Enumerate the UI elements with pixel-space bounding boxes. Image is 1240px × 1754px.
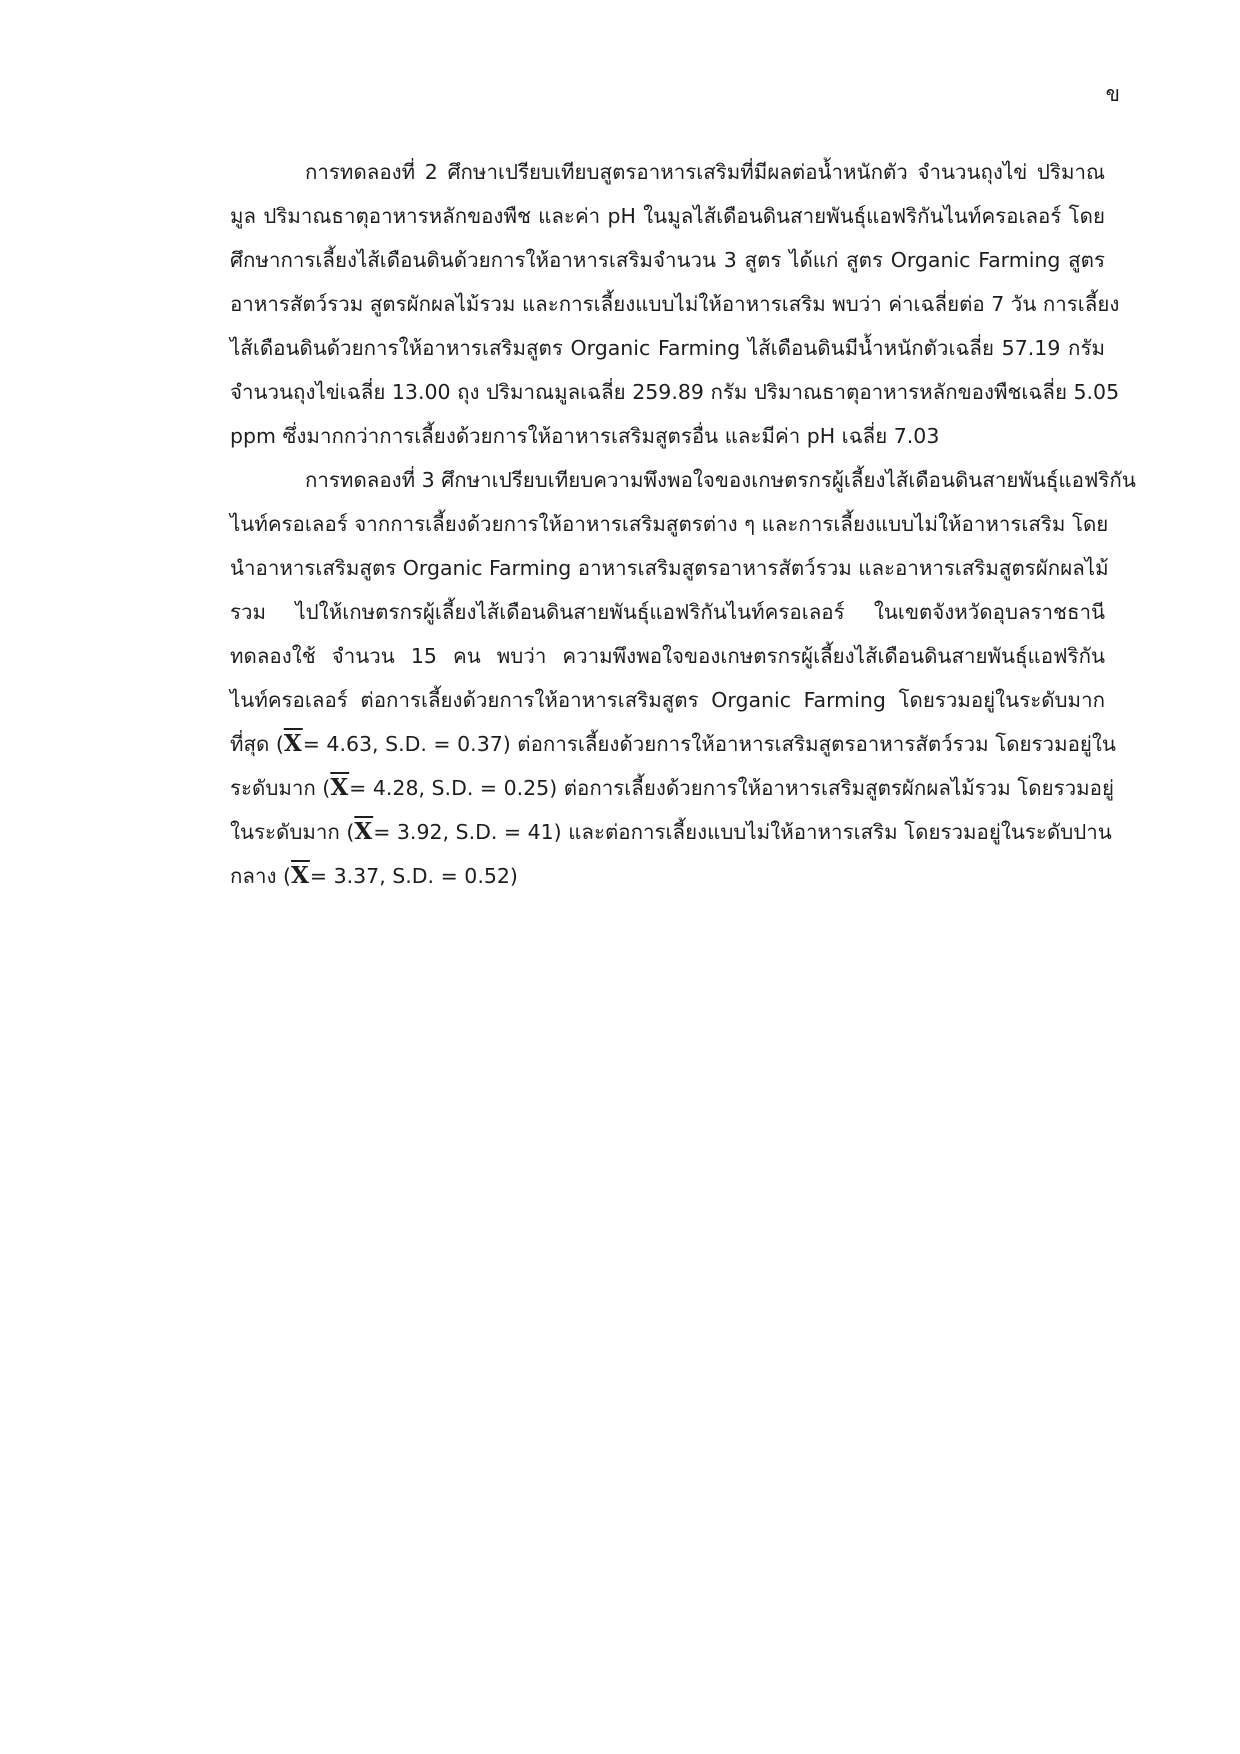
mean-symbol: $\overline{X}$	[291, 862, 310, 889]
text-line: การทดลองที่ 3 ศึกษาเปรียบเทียบความพึงพอใจของเกษตรกรผู้เลี้ยงไส้เดือนดินสายพันธุ์แอฟริกัน	[305, 468, 1136, 492]
text-line: นำอาหารเสริมสูตร Organic Farming อาหารเสริมสูตรอาหารสัตว์รวม และอาหารเสริมสูตรผักผลไม้	[230, 556, 1109, 580]
text-line: อาหารสัตว์รวม สูตรผักผลไม้รวม และการเลี้ยงแบบไม่ให้อาหารเสริม พบว่า ค่าเฉลี่ยต่อ 7 วัน การเลี้ยง	[230, 292, 1120, 316]
text-line: การทดลองที่ 2 ศึกษาเปรียบเทียบสูตรอาหารเสริมที่มีผลต่อน้ำหนักตัว จำนวนถุงไข่ ปริมาณ	[305, 160, 1105, 184]
text-line-with-mean	[230, 810, 1112, 854]
text-segment: ที่สุด (	[230, 732, 284, 756]
text-line: จำนวนถุงไข่เฉลี่ย 13.00 ถุง ปริมาณมูลเฉลี่ย 259.89 กรัม ปริมาณธาตุอาหารหลักของพืชเฉลี่ย 5.05	[230, 380, 1120, 404]
text-line: ppm ซึ่งมากกว่าการเลี้ยงด้วยการให้อาหารเสริมสูตรอื่น และมีค่า pH เฉลี่ย 7.03	[230, 424, 940, 448]
mean-symbol: $\overline{X}$	[354, 818, 374, 845]
text-line: มูล ปริมาณธาตุอาหารหลักของพืช และค่า pH ในมูลไส้เดือนดินสายพันธุ์แอฟริกันไนท์ครอเลอร์ โดย	[230, 204, 1105, 228]
paragraph-experiment-2	[230, 150, 1120, 458]
text-line: รวม ไปให้เกษตรกรผู้เลี้ยงไส้เดือนดินสายพันธุ์แอฟริกันไนท์ครอเลอร์ ในเขตจังหวัดอุบลราชธานี	[230, 600, 1105, 624]
text-segment: = 3.92, S.D. = 41) และต่อการเลี้ยงแบบไม่ให้อาหารเสริม โดยรวมอยู่ในระดับปาน	[373, 820, 1112, 844]
text-segment: = 4.63, S.D. = 0.37) ต่อการเลี้ยงด้วยการให้อาหารเสริมสูตรอาหารสัตว์รวม โดยรวมอยู่ใน	[302, 732, 1116, 756]
paragraph-experiment-3	[230, 458, 1136, 898]
document-body	[230, 150, 1136, 898]
text-line: ศึกษาการเลี้ยงไส้เดือนดินด้วยการให้อาหารเสริมจำนวน 3 สูตร ได้แก่ สูตร Organic Farming สูตร	[230, 248, 1105, 272]
text-segment: กลาง (	[230, 864, 292, 888]
text-line: ทดลองใช้ จำนวน 15 คน พบว่า ความพึงพอใจของเกษตรกรผู้เลี้ยงไส้เดือนดินสายพันธุ์แอฟริกัน	[230, 644, 1105, 668]
text-line-with-mean	[230, 766, 1114, 810]
text-line-with-mean	[230, 722, 1116, 766]
text-segment: = 3.37, S.D. = 0.52)	[309, 864, 518, 888]
text-segment: = 4.28, S.D. = 0.25) ต่อการเลี้ยงด้วยการให้อาหารเสริมสูตรผักผลไม้รวม โดยรวมอยู่	[349, 776, 1114, 800]
text-line: ไนท์ครอเลอร์ จากการเลี้ยงด้วยการให้อาหารเสริมสูตรต่าง ๆ และการเลี้ยงแบบไม่ให้อาหารเสริม โดย	[230, 512, 1109, 536]
mean-symbol: $\overline{X}$	[283, 730, 303, 757]
text-segment: ระดับมาก (	[230, 776, 331, 800]
text-segment: ในระดับมาก (	[230, 820, 355, 844]
text-line: ไส้เดือนดินด้วยการให้อาหารเสริมสูตร Organic Farming ไส้เดือนดินมีน้ำหนักตัวเฉลี่ย 57.19 กรัม	[230, 336, 1105, 360]
mean-symbol: $\overline{X}$	[330, 774, 350, 801]
page-number: ข	[1105, 82, 1120, 106]
text-line-with-mean	[230, 854, 1105, 898]
text-line: ไนท์ครอเลอร์ ต่อการเลี้ยงด้วยการให้อาหารเสริมสูตร Organic Farming โดยรวมอยู่ในระดับมาก	[230, 688, 1105, 712]
